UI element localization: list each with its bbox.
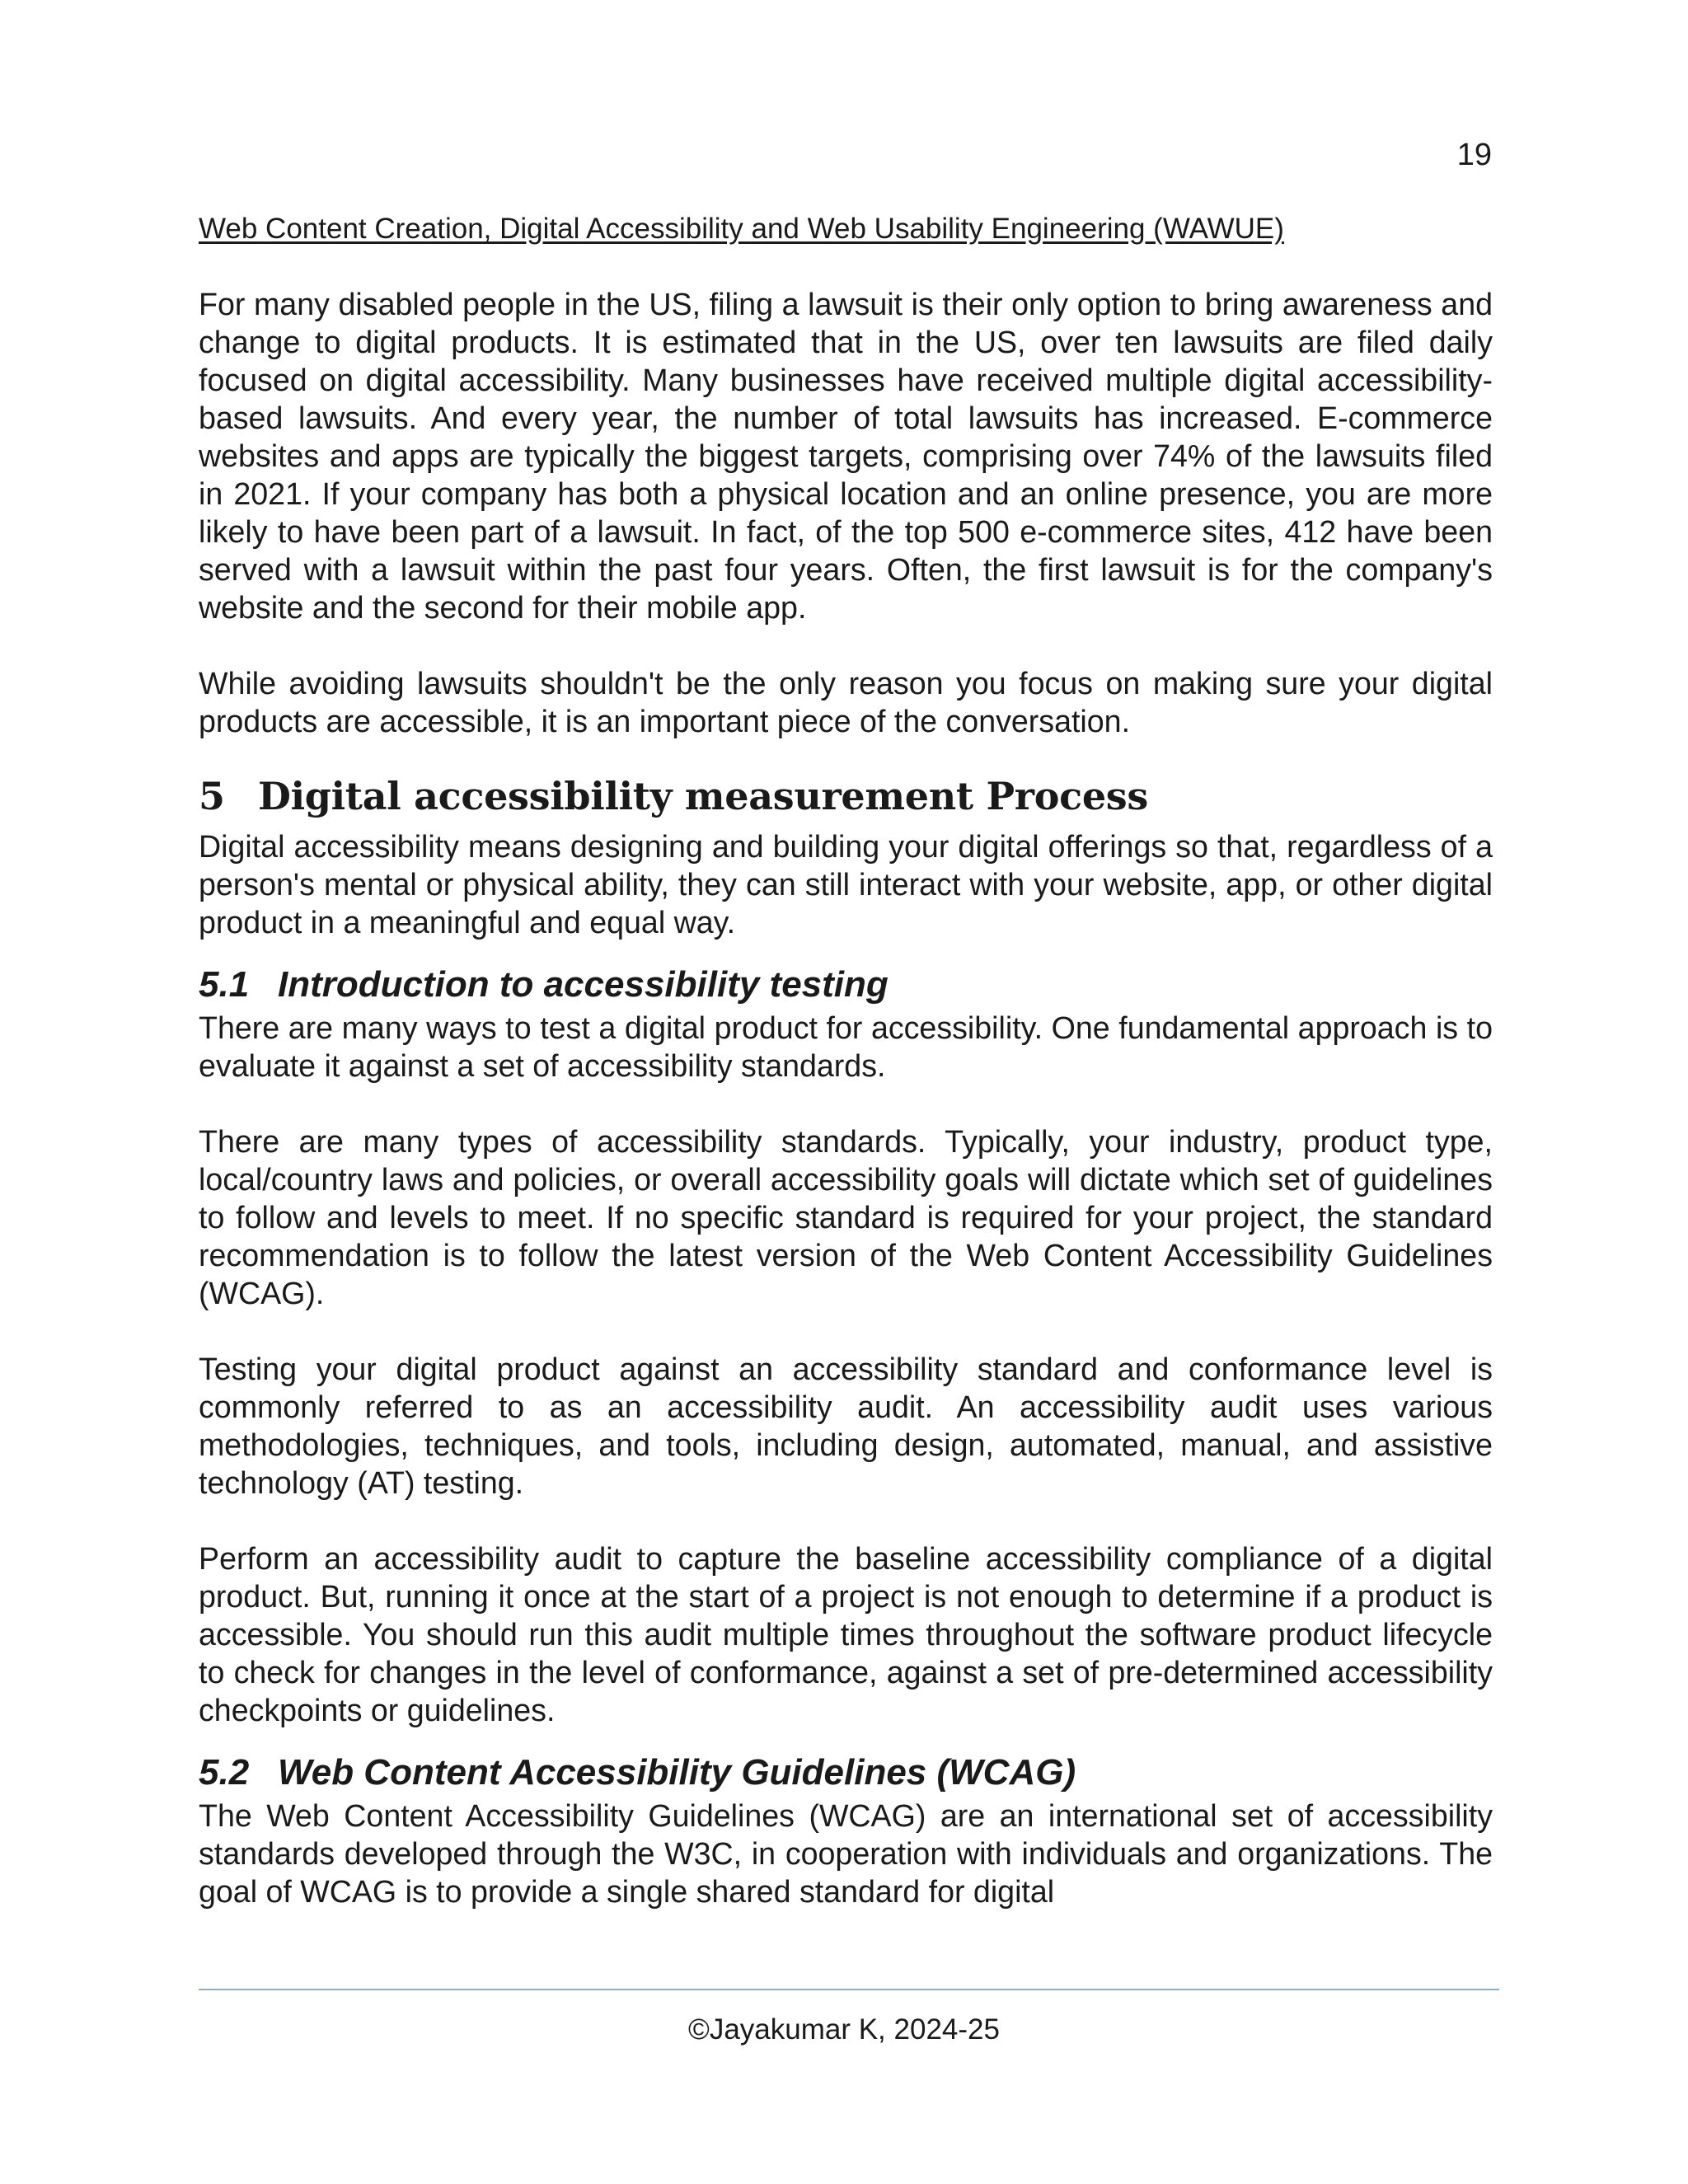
paragraph-digital-accessibility-definition: Digital accessibility means designing and building your digital offerings so that, regardless of a person's mental or physical ability, they can still interact with your website, app, or other digital product in a meaningful and equal way. <box>199 829 1493 940</box>
footer-copyright: ©Jayakumar K, 2024-25 <box>688 2013 1000 2046</box>
paragraph-standard-types: There are many types of accessibility standards. Typically, your industry, product type, local/country laws and policies, or overall accessibility goals will dictate which set of guidelines to follow and levels to meet. If no specific standard is required for your project, the standard recommendation is to follow the latest version of the Web Content Accessibility Guidelines (WCAG). <box>199 1124 1493 1310</box>
section-5-1-heading <box>199 963 1493 1007</box>
section-5-title: Digital accessibility measurement Process <box>258 774 1148 818</box>
section-5-1-number: 5.1 <box>199 964 250 1005</box>
running-header: Web Content Creation, Digital Accessibility and Web Usability Engineering (WAWUE) <box>199 213 1284 245</box>
footer-divider <box>199 1989 1499 1990</box>
page-body <box>199 285 1493 1910</box>
paragraph-baseline-audit: Perform an accessibility audit to capture the baseline accessibility compliance of a digital product. But, running it once at the start of a project is not enough to determine if a product is accessible. You should run this audit multiple times throughout the software product lifecycle to check for changes in the level of conformance, against a set of pre-determined accessibility checkpoints or guidelines. <box>199 1541 1493 1727</box>
page-number: 19 <box>1456 138 1492 172</box>
section-5-1-title: Introduction to accessibility testing <box>278 964 889 1005</box>
paragraph-avoiding-lawsuits: While avoiding lawsuits shouldn't be the only reason you focus on making sure your digital products are accessible, it is an important piece of the conversation. <box>199 666 1493 738</box>
section-5-2-title: Web Content Accessibility Guidelines (WCAG) <box>278 1752 1076 1793</box>
paragraph-wcag-intro: The Web Content Accessibility Guidelines (WCAG) are an international set of accessibility standards developed through the W3C, in cooperation with individuals and organizations. The goal of WCAG is to provide a single shared standard for digital <box>199 1798 1493 1909</box>
section-5-2-heading <box>199 1750 1493 1795</box>
paragraph-lawsuits: For many disabled people in the US, filing a lawsuit is their only option to bring awareness and change to digital products. It is estimated that in the US, over ten lawsuits are filed daily focused on digital accessibility. Many businesses have received multiple digital accessibility-based lawsuits. And every year, the number of total lawsuits has increased. E-commerce websites and apps are typically the biggest targets, comprising over 74% of the lawsuits filed in 2021. If your company has both a physical location and an online presence, you are more likely to have been part of a lawsuit. In fact, of the top 500 e-commerce sites, 412 have been served with a lawsuit within the past four years. Often, the first lawsuit is for the company's website and the second for their mobile app. <box>199 287 1493 625</box>
section-5-number: 5 <box>199 774 225 818</box>
section-5-2-number: 5.2 <box>199 1752 250 1793</box>
paragraph-testing-intro: There are many ways to test a digital product for accessibility. One fundamental approach is to evaluate it against a set of accessibility standards. <box>199 1010 1493 1083</box>
section-5-heading <box>199 770 1493 823</box>
paragraph-accessibility-audit: Testing your digital product against an accessibility standard and conformance level is commonly referred to as an accessibility audit. An accessibility audit uses various methodologies, techniques, and tools, including design, automated, manual, and assistive technology (AT) testing. <box>199 1352 1493 1500</box>
